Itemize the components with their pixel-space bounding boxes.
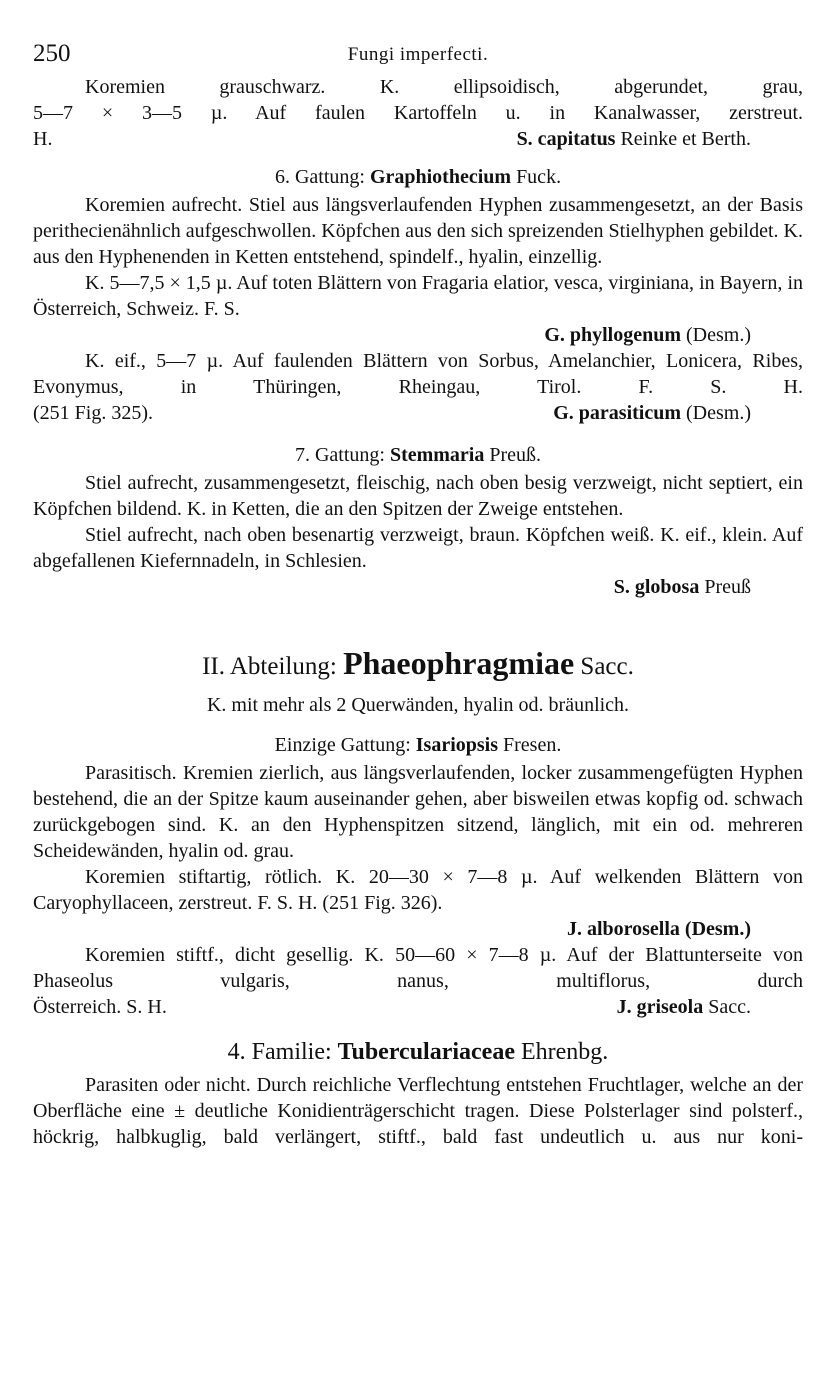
genus-description: Stiel aufrecht, zusammengesetzt, fleischig, nach oben besig verzweigt, nicht septiert, ein Köpfchen bildend. K. in Ketten, die an den Spitzen der Zweige entstehen. [33, 472, 803, 520]
genus-name: Graphiothecium [369, 166, 512, 188]
species-line [33, 400, 803, 426]
species-description: Stiel aufrecht, nach oben besenartig verzweigt, braun. Köpfchen weiß. K. eif., klein. Auf abgefallenen Kiefernnadeln, in Schlesien. [33, 524, 803, 572]
page-header [33, 40, 803, 74]
paragraph-line: Koremien grauschwarz. K. ellipsoidisch, abgerundet, grau, [85, 76, 803, 98]
family-name: Tuberculariaceae [337, 1039, 515, 1065]
figure-reference: (251 Fig. 325). [33, 402, 153, 424]
distribution-text: Österreich. S. H. [33, 996, 167, 1018]
species-line [33, 994, 803, 1020]
species-name-group [553, 400, 803, 426]
genus-name: Stemmaria [389, 444, 485, 466]
species-name-group [517, 126, 803, 152]
species-name-line [33, 322, 803, 348]
species-name: S. capitatus [516, 128, 616, 150]
genus-author: Preuß. [484, 444, 542, 466]
species-name-line [33, 574, 803, 600]
genus-author: Fresen. [498, 734, 562, 756]
species-name: J. griseola [616, 996, 704, 1018]
genus-heading-label: 7. Gattung: [294, 444, 390, 466]
page-number: 250 [33, 40, 71, 67]
division-label: II. Abteilung: [202, 653, 344, 680]
species-description: Koremien stiftf., dicht gesellig. K. 50—60 × 7—8 µ. Auf der Blattunterseite von Phaseolus vulgaris, nanus, multiflorus, durch [33, 944, 803, 992]
species-line [33, 126, 803, 152]
family-label: 4. Familie: [227, 1039, 338, 1065]
running-head: Fungi imperfecti. [347, 44, 489, 65]
genus-heading [33, 442, 803, 468]
paragraph-line: 5—7 × 3—5 µ. Auf faulen Kartoffeln u. in Kanalwasser, zerstreut. [33, 102, 803, 124]
family-heading [33, 1036, 803, 1068]
species-author: (Desm.) [679, 918, 751, 940]
species-author: Preuß [699, 576, 751, 598]
species-name: J. alborosella [566, 918, 680, 940]
distribution-code: H. [33, 128, 53, 150]
division-description: K. mit mehr als 2 Querwänden, hyalin od. bräunlich. [206, 694, 630, 716]
division-author: Sacc. [574, 653, 634, 680]
family-author: Ehrenbg. [515, 1039, 609, 1065]
genus-heading-label: Einzige Gattung: [274, 734, 416, 756]
species-description: Koremien stiftartig, rötlich. K. 20—30 × 7—8 µ. Auf welkenden Blättern von Caryophyllaceen, zerstreut. F. S. H. (251 Fig. 326). [33, 866, 803, 914]
species-author: Sacc. [703, 996, 751, 1018]
family-description: Parasiten oder nicht. Durch reichliche Verflechtung entstehen Fruchtlager, welche an der Oberfläche eine ± deutliche Konidienträgerschicht tragen. Diese Polsterlager sind polsterf., höckrig, halbkuglig, bald verlängert, stiftf., bald fast undeutlich u. aus nur koni- [33, 1074, 803, 1148]
division-name: Phaeophragmiae [343, 645, 575, 681]
species-author: Reinke et Berth. [615, 128, 751, 150]
species-name-group [617, 994, 803, 1020]
genus-heading-label: 6. Gattung: [274, 166, 370, 188]
species-description: K. eif., 5—7 µ. Auf faulenden Blättern von Sorbus, Amelanchier, Lonicera, Ribes, Evonymus, in Thüringen, Rheingau, Tirol. F. S. H. [33, 350, 803, 398]
species-author: (Desm.) [681, 324, 751, 346]
genus-description: Parasitisch. Kremien zierlich, aus längsverlaufenden, locker zusammengefügten Hyphen bestehend, die an der Spitze kaum auseinander gehen, aber bisweilen etwas kopfig od. schwach zurückgebogen sind. K. an den Hyphenspitzen sitzend, länglich, mit ein od. mehreren Scheidewänden, hyalin od. grau. [33, 762, 803, 862]
species-name: G. parasiticum [553, 402, 682, 424]
genus-heading [33, 732, 803, 758]
genus-author: Fuck. [511, 166, 562, 188]
genus-description: Koremien aufrecht. Stiel aus längsverlaufenden Hyphen zusammengesetzt, an der Basis perithecienähnlich aufgeschwollen. Köpfchen aus den sich spreizenden Stielhyphen gebildet. K. aus den Hyphenenden in Ketten entstehend, spindelf., hyalin, einzellig. [33, 194, 803, 268]
document-page [33, 40, 803, 1150]
genus-heading [33, 164, 803, 190]
division-heading [33, 646, 803, 684]
genus-name: Isariopsis [415, 734, 498, 756]
species-description: K. 5—7,5 × 1,5 µ. Auf toten Blättern von Fragaria elatior, vesca, virginiana, in Bayern, in Österreich, Schweiz. F. S. [33, 272, 803, 320]
species-name: S. globosa [613, 576, 700, 598]
species-name: G. phyllogenum [544, 324, 682, 346]
species-author: (Desm.) [681, 402, 751, 424]
species-name-line [33, 916, 803, 942]
